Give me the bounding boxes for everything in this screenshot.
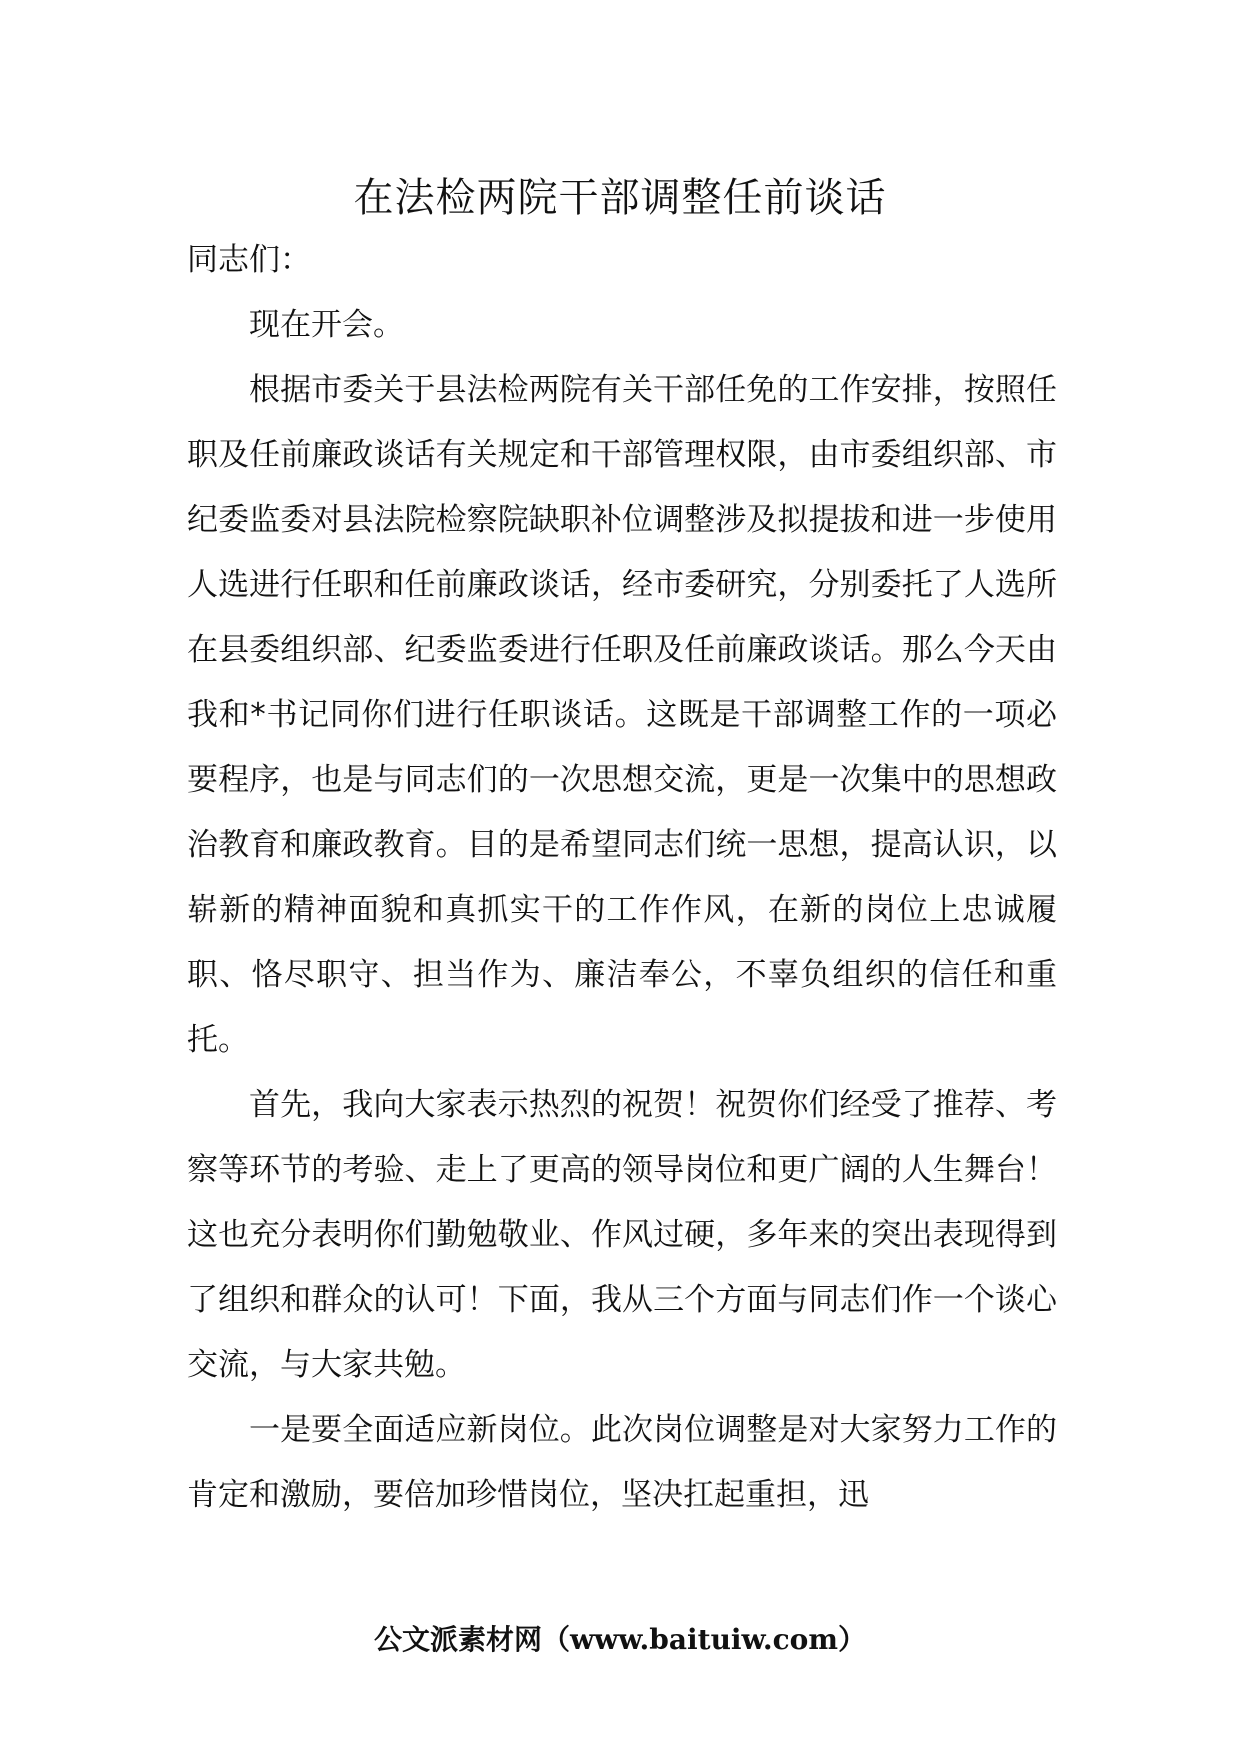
paragraph-point-one: 一是要全面适应新岗位。此次岗位调整是对大家努力工作的肯定和激励，要倍加珍惜岗位，坚决扛起重担，迅 bbox=[187, 1412, 1057, 1513]
paragraph-background: 根据市委关于县法检两院有关干部任免的工作安排，按照任职及任前廉政谈话有关规定和干部管理权限，由市委组织部、市纪委监委对县法院检察院缺职补位调整涉及拟提拔和进一步使用人选进行任职和任前廉政谈话，经市委研究，分别委托了人选所在县委组织部、纪委监委进行任职及任前廉政谈话。那么今天由我和*书记同你们进行任职谈话。这既是干部调整工作的一项必要程序，也是与同志们的一次思想交流，更是一次集中的思想政治教育和廉政教育。目的是希望同志们统一思想，提高认识，以崭新的精神面貌和真抓实干的工作作风，在新的岗位上忠诚履职、恪尽职守、担当作为、廉洁奉公，不辜负组织的信任和重托。 bbox=[187, 372, 1057, 1058]
footer-watermark: 公文派素材网（www.baituiw.com） bbox=[374, 1623, 866, 1656]
salutation: 同志们： bbox=[187, 242, 311, 278]
paragraph-congratulations: 首先，我向大家表示热烈的祝贺！祝贺你们经受了推荐、考察等环节的考验、走上了更高的领导岗位和更广阔的人生舞台！这也充分表明你们勤勉敬业、作风过硬，多年来的突出表现得到了组织和群众的认可！下面，我从三个方面与同志们作一个谈心交流，与大家共勉。 bbox=[187, 1087, 1057, 1383]
document-body bbox=[187, 228, 1057, 1528]
paragraph-opening: 现在开会。 bbox=[249, 307, 404, 343]
document-title: 在法检两院干部调整任前谈话 bbox=[353, 175, 887, 221]
